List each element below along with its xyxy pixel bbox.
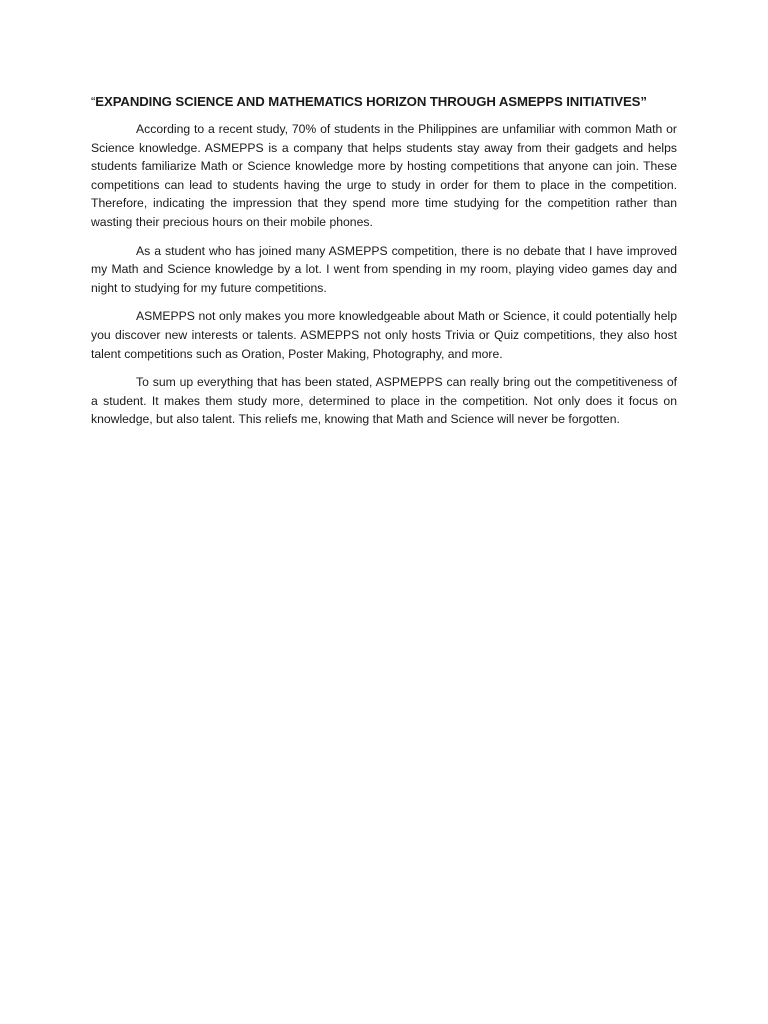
document-title	[91, 93, 677, 111]
title-text: EXPANDING SCIENCE AND MATHEMATICS HORIZON THROUGH ASMEPPS INITIATIVES”	[95, 94, 647, 109]
paragraph-4: To sum up everything that has been stated, ASPMEPPS can really bring out the competitiveness of a student. It makes them study more, determined to place in the competition. Not only does it focus on knowledge, but also talent. This reliefs me, knowing that Math and Science will never be forgotten.	[91, 375, 677, 427]
document-body	[91, 93, 677, 439]
title-open-quote: “	[91, 94, 96, 109]
paragraph-1: According to a recent study, 70% of students in the Philippines are unfamiliar with common Math or Science knowledge. ASMEPPS is a company that helps students stay away from their gadgets and helps students familiarize Math or Science knowledge more by hosting competitions that anyone can join. These competitions can lead to students having the urge to study in order for them to place in the competition. Therefore, indicating the impression that they spend more time studying for the competition rather than wasting their precious hours on their mobile phones.	[91, 122, 677, 229]
paragraph-3: ASMEPPS not only makes you more knowledgeable about Math or Science, it could potentially help you discover new interests or talents. ASMEPPS not only hosts Trivia or Quiz competitions, they also host talent competitions such as Oration, Poster Making, Photography, and more.	[91, 309, 677, 361]
paragraph-2: As a student who has joined many ASMEPPS competition, there is no debate that I have improved my Math and Science knowledge by a lot. I went from spending in my room, playing video games day and night to studying for my future competitions.	[91, 243, 677, 295]
